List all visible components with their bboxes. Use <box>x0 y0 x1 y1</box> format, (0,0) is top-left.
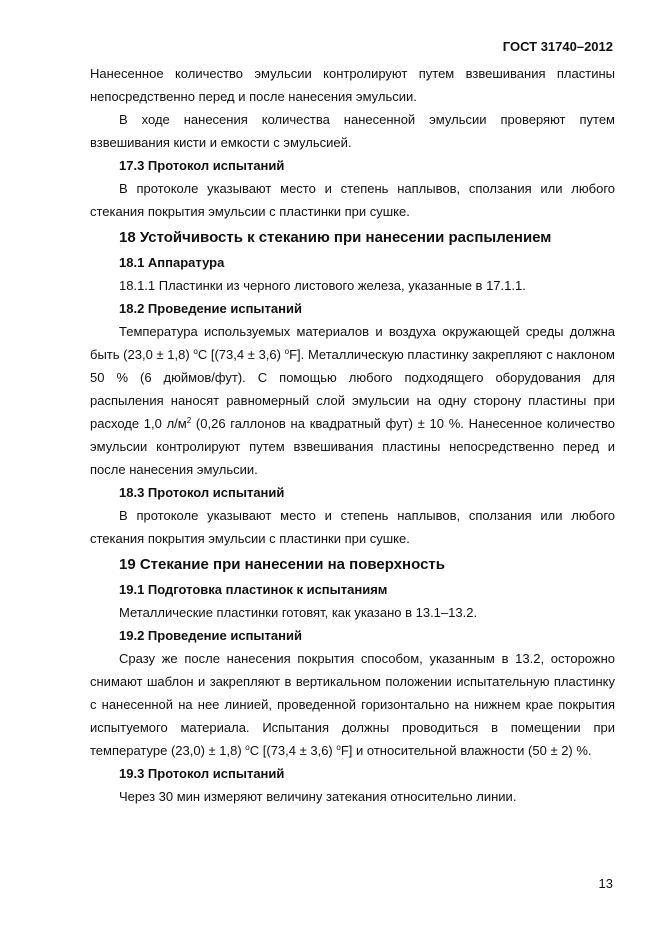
section-19-3-title: 19.3 Протокол испытаний <box>119 766 285 781</box>
section-17-3-text: В протоколе указывают место и степень наплывов, сползания или любого стекания покрытия эмульсии с пластинки при сушке. <box>90 181 615 219</box>
section-17-3-title: 17.3 Протокол испытаний <box>119 158 285 173</box>
degree-sign: o <box>245 743 250 752</box>
text-fragment: C [(73,4 ± 3,6) <box>197 347 281 362</box>
section-18-2-title: 18.2 Проведение испытаний <box>119 301 302 316</box>
section-19-2-text <box>90 647 615 762</box>
text-fragment: C [(73,4 ± 3,6) <box>249 743 333 758</box>
text-fragment: F]. Металлическую пластинку закрепляют с наклоном 50 % (6 дюймов/фут). С помощью любого подходящего оборудования для распыления наносят равномерный слой эмульсии на одну сторону пластины при расходе 1,0 л/м <box>90 347 615 431</box>
section-18-3-text: В протоколе указывают место и степень наплывов, сползания или любого стекания покрытия эмульсии с пластинки при сушке. <box>90 508 615 546</box>
section-18-1-text: 18.1.1 Пластинки из черного листового железа, указанные в 17.1.1. <box>119 278 526 293</box>
document-body <box>90 62 615 808</box>
text-fragment: F] и относительной влажности (50 ± 2) %. <box>340 743 592 758</box>
degree-sign: o <box>336 743 341 752</box>
section-19-2-title: 19.2 Проведение испытаний <box>119 628 302 643</box>
paragraph-brush-weighing: В ходе нанесения количества нанесенной эмульсии проверяют путем взвешивания кисти и емкости с эмульсией. <box>90 112 615 150</box>
section-18-3-title: 18.3 Протокол испытаний <box>119 485 285 500</box>
section-19-1-text: Металлические пластинки готовят, как указано в 13.1–13.2. <box>119 605 478 620</box>
section-19-title: 19 Стекание при нанесении на поверхность <box>119 556 445 573</box>
document-code: ГОСТ 31740–2012 <box>502 39 613 54</box>
section-19-1-title: 19.1 Подготовка пластинок к испытаниям <box>119 582 388 597</box>
text-fragment: (0,26 галлонов на квадратный фут) ± 10 %. Нанесенное количество эмульсии контролируют путем взвешивания пластины непосредственно перед и после нанесения эмульсии. <box>90 416 615 477</box>
section-18-1-title: 18.1 Аппаратура <box>119 255 225 270</box>
paragraph-continuation: Нанесенное количество эмульсии контролируют путем взвешивания пластины непосредственно перед и после нанесения эмульсии. <box>90 66 615 104</box>
section-18-2-text <box>90 320 615 481</box>
page-number: 13 <box>598 876 613 891</box>
degree-sign: o <box>193 347 198 356</box>
text-fragment: Температура используемых материалов и воздуха окружающей среды должна быть (23,0 ± 1,8) <box>90 324 615 362</box>
degree-sign: o <box>284 347 290 356</box>
text-fragment: Сразу же после нанесения покрытия способом, указанным в 13.2, осторожно снимают шаблон и закрепляют в вертикальном положении испытательную пластинку с нанесенной на нее линией, проведенной горизонтально на нижнем крае покрытия испытуемого материала. Испытания должны проводиться в помещении при температуре (23,0) ± 1,8) <box>90 651 615 758</box>
squared-sign: 2 <box>186 416 192 425</box>
section-19-3-text: Через 30 мин измеряют величину затекания относительно линии. <box>119 789 517 804</box>
section-18-title: 18 Устойчивость к стеканию при нанесении распылением <box>119 229 552 246</box>
